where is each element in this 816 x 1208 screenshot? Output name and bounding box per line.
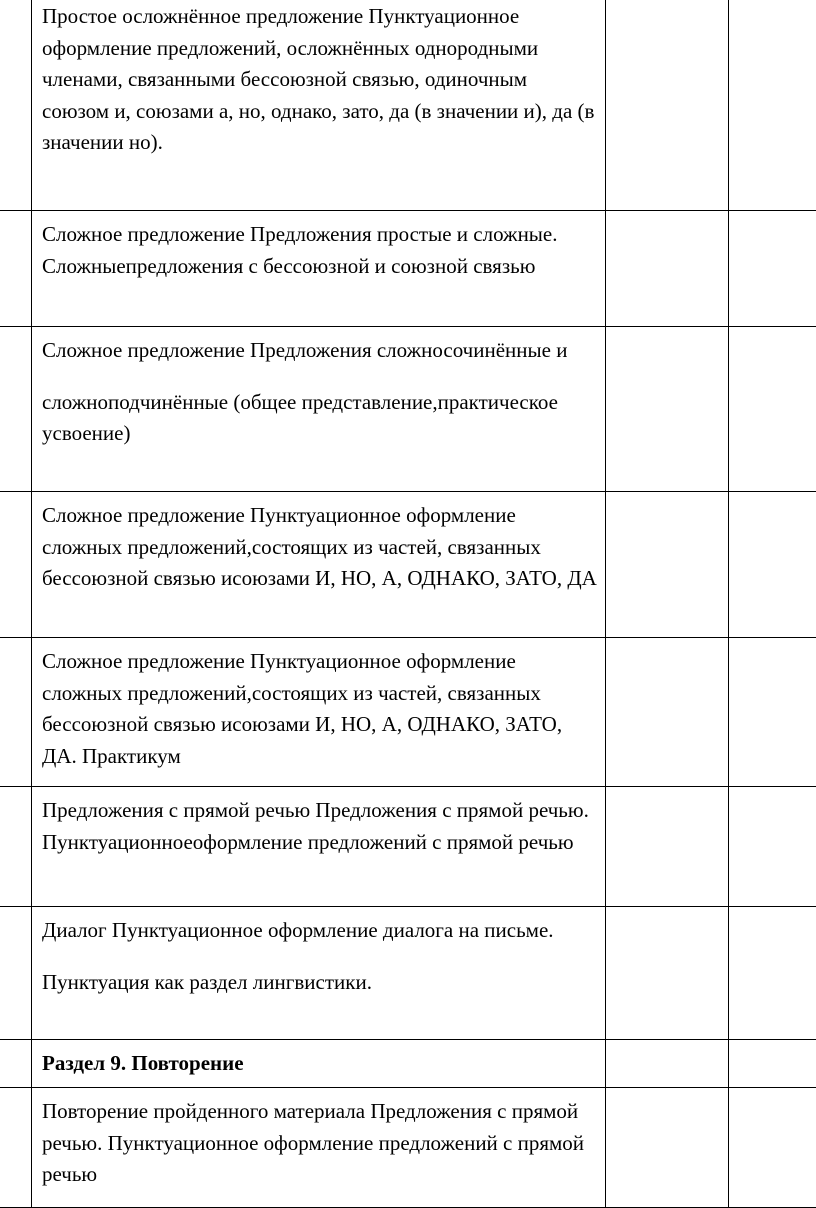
- topic-cell: [32, 638, 606, 787]
- number-cell: [0, 327, 32, 492]
- topic-cell: [32, 1088, 606, 1208]
- hours-cell: [606, 327, 729, 492]
- number-cell: [0, 492, 32, 638]
- section-row: [0, 1040, 816, 1088]
- number-cell: [0, 787, 32, 907]
- topic-text: сложноподчинённые (общее представление,практическое усвоение): [42, 387, 597, 450]
- topic-text: Пунктуация как раздел лингвистики.: [42, 967, 597, 999]
- table-row: [0, 492, 816, 638]
- hours-cell: [606, 492, 729, 638]
- number-cell: [0, 1040, 32, 1088]
- date-cell: [729, 638, 816, 787]
- date-cell: [729, 211, 816, 327]
- table-row: [0, 638, 816, 787]
- table-row: [0, 211, 816, 327]
- topic-cell: [32, 787, 606, 907]
- date-cell: [729, 1088, 816, 1208]
- number-cell: [0, 211, 32, 327]
- topic-cell: [32, 327, 606, 492]
- hours-cell: [606, 0, 729, 211]
- topic-cell: [32, 0, 606, 211]
- topic-text: Простое осложнённое предложение Пунктуационное оформление предложений, осложнённых однородными членами, связанными бессоюзной связью, одиночным союзом и, союзами а, но, однако, зато, да (в значении и), да (в значении но).: [42, 1, 597, 159]
- number-cell: [0, 0, 32, 211]
- topic-text: Сложное предложение Пунктуационное оформление сложных предложений,состоящих из частей, связанных бессоюзной связью исоюзами И, НО, А, ОДНАКО, ЗАТО, ДА. Практикум: [42, 646, 597, 772]
- topic-text: Повторение пройденного материала Предложения с прямой речью. Пунктуационное оформление предложений с прямой речью: [42, 1096, 597, 1191]
- topic-cell: [32, 492, 606, 638]
- topic-cell: [32, 211, 606, 327]
- table-row: [0, 1088, 816, 1208]
- date-cell: [729, 907, 816, 1040]
- topic-cell: [32, 907, 606, 1040]
- hours-cell: [606, 787, 729, 907]
- date-cell: [729, 0, 816, 211]
- topic-text: Предложения с прямой речью Предложения с прямой речью. Пунктуационноеоформление предложений с прямой речью: [42, 795, 597, 858]
- hours-cell: [606, 638, 729, 787]
- topic-text: Сложное предложение Предложения простые и сложные. Сложныепредложения с бессоюзной и союзной связью: [42, 219, 597, 282]
- hours-cell: [606, 1040, 729, 1088]
- date-cell: [729, 787, 816, 907]
- number-cell: [0, 907, 32, 1040]
- date-cell: [729, 1040, 816, 1088]
- hours-cell: [606, 907, 729, 1040]
- topic-text: Сложное предложение Пунктуационное оформление сложных предложений,состоящих из частей, связанных бессоюзной связью исоюзами И, НО, А, ОДНАКО, ЗАТО, ДА: [42, 500, 597, 595]
- hours-cell: [606, 1088, 729, 1208]
- topic-text: Сложное предложение Предложения сложносочинённые и: [42, 335, 597, 367]
- number-cell: [0, 1088, 32, 1208]
- table-row: [0, 327, 816, 492]
- table-row: [0, 907, 816, 1040]
- section-title: Раздел 9. Повторение: [42, 1048, 597, 1080]
- topic-text: Диалог Пунктуационное оформление диалога на письме.: [42, 915, 597, 947]
- topic-cell: [32, 1040, 606, 1088]
- date-cell: [729, 492, 816, 638]
- hours-cell: [606, 211, 729, 327]
- number-cell: [0, 638, 32, 787]
- table-row: [0, 0, 816, 211]
- date-cell: [729, 327, 816, 492]
- table-row: [0, 787, 816, 907]
